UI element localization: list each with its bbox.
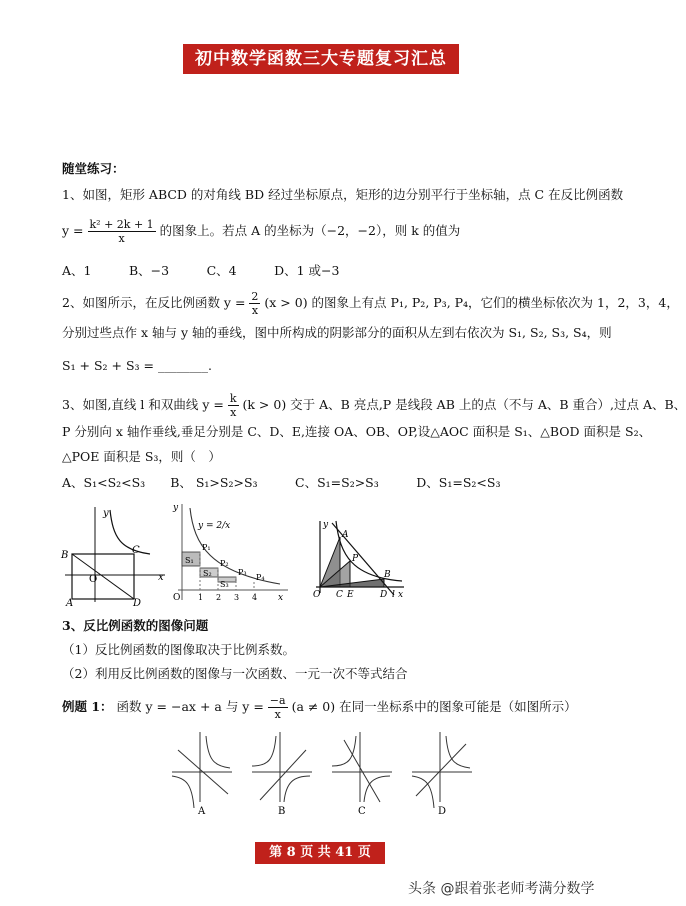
choice-label-c: C <box>358 806 366 817</box>
choice-label-a: A <box>198 806 206 817</box>
fig2-label-p4: P₄ <box>256 573 265 582</box>
q1-denominator: x <box>118 232 125 245</box>
q1-lhs: y = <box>62 223 84 238</box>
example1-post: (a ≠ 0) 在同一坐标系中的图象可能是（如图所示） <box>291 699 577 714</box>
example1-label: 例题 1： <box>62 699 113 714</box>
fig3-label-p: P <box>352 554 359 564</box>
q2-line3: S₁ + S₂ + S₃ = ________. <box>62 358 212 373</box>
q1-options: A、1 B、−3 C、4 D、1 或−3 <box>62 263 340 278</box>
fig2-label-x: x <box>278 593 284 603</box>
q3-options: A、S₁<S₂<S₃ B、 S₁>S₂>S₃ C、S₁=S₂>S₃ D、S₁=S₂<S₃ <box>62 475 501 490</box>
fig1-label-d: D <box>133 598 142 609</box>
fig3-label-y: y <box>323 520 329 530</box>
q3-post: (k > 0) 交于 A、B 亮点,P 是线段 AB 上的点（不与 A、B 重合）,过点 A、B、 <box>242 397 686 412</box>
fig2-label-y: y <box>173 503 179 513</box>
q2-denominator: x <box>251 304 259 317</box>
fig3-label-b: B <box>384 570 391 580</box>
fig1-label-x: x <box>158 572 164 583</box>
fig3-label-c: C <box>336 590 343 600</box>
example1-numerator: −a <box>269 694 286 707</box>
q2-post: (x > 0) 的图象上有点 P₁, P₂, P₃, P₄，它们的横坐标依次为 1，2，3，4， <box>264 295 679 310</box>
fig2-tick-1: 1 <box>198 593 204 602</box>
fig1-hyperbola <box>110 510 150 554</box>
fig2-label-p2: P₂ <box>220 559 229 568</box>
example1-line <box>62 694 577 721</box>
fig2-tick-3: 3 <box>234 593 240 602</box>
section3-heading: 3、反比例函数的图像问题 <box>62 618 209 633</box>
q1-numerator: k² + 2k + 1 <box>89 218 154 231</box>
choice-label-d: D <box>438 806 447 817</box>
fig1-diagonal <box>72 554 134 599</box>
q3-numerator: k <box>229 392 237 405</box>
fig2-curve-label: y = 2/x <box>198 521 231 531</box>
watermark: 头条 @跟着张老师考满分数学 <box>408 881 595 897</box>
choice-graph-b <box>252 732 312 817</box>
q2-line2: 分别过些点作 x 轴与 y 轴的垂线，图中所构成的阴影部分的面积从左到右依次为 S₁, S₂, S₃, S₄，则 <box>62 325 612 340</box>
fig2-tick-2: 2 <box>216 593 222 602</box>
q3-denominator: x <box>230 406 237 419</box>
q2-numerator: 2 <box>251 290 259 303</box>
figure-shaded-areas <box>170 500 290 608</box>
fig1-label-y: y <box>103 508 109 519</box>
fig1-label-o: O <box>89 574 98 585</box>
example1-fraction <box>268 694 288 721</box>
q1-line2 <box>62 218 460 245</box>
choice-graphs <box>160 730 480 815</box>
fig1-label-c: C <box>132 545 140 556</box>
fig3-label-e: E <box>347 590 354 600</box>
fig1-label-a: A <box>66 598 74 609</box>
section3-item2: （2）利用反比例函数的图像与一次函数、一元一次不等式结合 <box>62 666 408 681</box>
q1-line1: 1、如图，矩形 ABCD 的对角线 BD 经过坐标原点，矩形的边分别平行于坐标轴，点 C 在反比例函数 <box>62 187 624 202</box>
fig2-label-s1: S₁ <box>185 556 194 565</box>
q2-fraction <box>249 290 260 317</box>
example1-denominator: x <box>274 708 281 721</box>
q2-pre: 2、如图所示，在反比例函数 y = <box>62 295 246 310</box>
q3-line1 <box>62 392 686 419</box>
q2-line1 <box>62 290 679 317</box>
fig3-label-l: l <box>392 590 395 600</box>
fig3-label-d: D <box>380 590 388 600</box>
page-number: 第 8 页 共 41 页 <box>255 842 385 864</box>
choice-graph-c <box>332 732 392 817</box>
choice-graph-d <box>412 732 472 817</box>
section-heading: 随堂练习： <box>62 161 125 176</box>
q3-fraction <box>228 392 239 419</box>
page-title: 初中数学函数三大专题复习汇总 <box>183 44 459 74</box>
section3-item1: （1）反比例函数的图像取决于比例系数。 <box>62 642 295 657</box>
choice-graph-a <box>172 732 232 817</box>
q1-rest: 的图象上。若点 A 的坐标为（−2，−2），则 k 的值为 <box>159 223 461 238</box>
example1-pre: 函数 y = −ax + a 与 y = <box>116 699 264 714</box>
choice-label-b: B <box>278 806 286 817</box>
fig3-label-x: x <box>398 590 404 600</box>
figure-rectangle-hyperbola <box>60 502 170 607</box>
q3-pre: 3、如图,直线 l 和双曲线 y = <box>62 397 224 412</box>
fig2-label-s3: S₃ <box>220 580 229 589</box>
q1-fraction <box>88 218 156 245</box>
fig2-tick-4: 4 <box>252 593 258 602</box>
fig2-label-p1: P₁ <box>202 543 211 552</box>
fig3-label-a: A <box>342 530 349 540</box>
fig2-label-s2: S₂ <box>203 569 212 578</box>
fig3-label-o: O <box>313 590 321 600</box>
fig1-label-b: B <box>61 550 69 561</box>
fig2-label-o: O <box>173 593 181 603</box>
q3-line3: △POE 面积是 S₃，则（ ） <box>62 449 221 464</box>
fig2-label-p3: P₃ <box>238 568 247 577</box>
figure-triangles <box>312 515 407 600</box>
q3-line2: P 分别向 x 轴作垂线,垂足分别是 C、D、E,连接 OA、OB、OP,设△AOC 面积是 S₁、△BOD 面积是 S₂、 <box>62 424 652 439</box>
